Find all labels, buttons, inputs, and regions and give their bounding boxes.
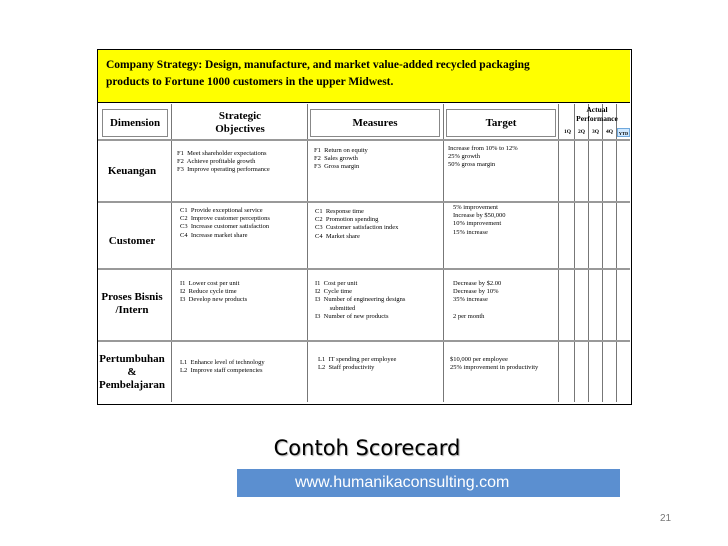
quarter-label: 4Q	[605, 129, 614, 135]
column-divider	[171, 104, 172, 402]
slide-title: Contoh Scorecard	[273, 436, 461, 460]
column-divider	[307, 104, 308, 402]
row-separator	[98, 268, 630, 270]
row-separator	[98, 201, 630, 203]
header-target	[446, 109, 556, 137]
column-divider	[574, 104, 575, 402]
targets-customer: 5% improvement Increase by $50,000 10% improvement 15% increase	[453, 204, 506, 236]
website-url: www.humanikaconsulting.com	[295, 474, 510, 491]
header-target-label: Target	[485, 116, 517, 129]
quarter-label: 1Q	[563, 129, 572, 135]
header-objectives-line-2: Objectives	[215, 123, 265, 135]
measures-keuangan: F1 Return on equity F2 Sales growth F3 Gross margin	[314, 147, 368, 171]
website-url-banner	[237, 469, 620, 497]
strategy-line-1: Company Strategy: Design, manufacture, and market value-added recycled packaging	[106, 59, 530, 71]
measures-pertumbuhan: L1 IT spending per employee L2 Staff productivity	[318, 356, 397, 372]
header-measures-label: Measures	[352, 116, 398, 129]
column-divider	[616, 104, 617, 402]
dimension-proses-bisnis-intern: Proses Bisnis /Intern	[101, 291, 163, 316]
quarter-label: 2Q	[577, 129, 586, 135]
quarter-label-ytd: YTD	[617, 128, 630, 137]
header-objectives	[176, 109, 304, 137]
column-divider	[443, 104, 444, 402]
targets-pertumbuhan: $10,000 per employee 25% improvement in productivity	[450, 356, 539, 372]
header-actual-line-1: Actual	[586, 105, 608, 114]
page-number: 21	[660, 513, 672, 524]
objectives-pertumbuhan: L1 Enhance level of technology L2 Improve staff competencies	[180, 359, 265, 375]
header-dimension-label: Dimension	[109, 116, 161, 129]
measures-proses-bisnis: I1 Cost per unit I2 Cycle time I3 Number of engineering designs submitted I3 Number of new products	[315, 280, 406, 320]
company-strategy-banner	[98, 50, 630, 103]
targets-proses-bisnis: Decrease by $2.00 Decrease by 10% 35% increase 2 per month	[453, 280, 502, 320]
dimension-customer: Customer	[108, 234, 156, 247]
header-actual-performance	[564, 105, 630, 123]
row-separator	[98, 340, 630, 342]
targets-keuangan: Increase from 10% to 12% 25% growth 50% gross margin	[448, 145, 518, 169]
balanced-scorecard-table	[97, 49, 632, 405]
dimension-pertumbuhan-pembelajaran: Pertumbuhan & Pembelajaran	[99, 352, 165, 391]
quarter-label: 3Q	[591, 129, 600, 135]
header-actual-line-2: Performance	[576, 114, 618, 123]
column-divider	[558, 104, 559, 402]
objectives-proses-bisnis: I1 Lower cost per unit I2 Reduce cycle time I3 Develop new products	[180, 280, 248, 304]
header-objectives-line-1: Strategic	[218, 110, 262, 122]
strategy-line-2: products to Fortune 1000 customers in the upper Midwest.	[106, 76, 394, 88]
column-divider	[588, 104, 589, 402]
row-separator	[98, 139, 630, 141]
header-measures	[310, 109, 440, 137]
objectives-keuangan: F1 Meet shareholder expectations F2 Achieve profitable growth F3 Improve operating performance	[177, 150, 270, 174]
measures-customer: C1 Response time C2 Promotion spending C3 Customer satisfaction index C4 Market share	[315, 208, 399, 240]
header-dimension	[102, 109, 168, 137]
dimension-keuangan: Keuangan	[107, 164, 157, 177]
column-divider	[602, 104, 603, 402]
objectives-customer: C1 Provide exceptional service C2 Improve customer perceptions C3 Increase customer satisfaction C4 Increase market share	[180, 207, 270, 239]
